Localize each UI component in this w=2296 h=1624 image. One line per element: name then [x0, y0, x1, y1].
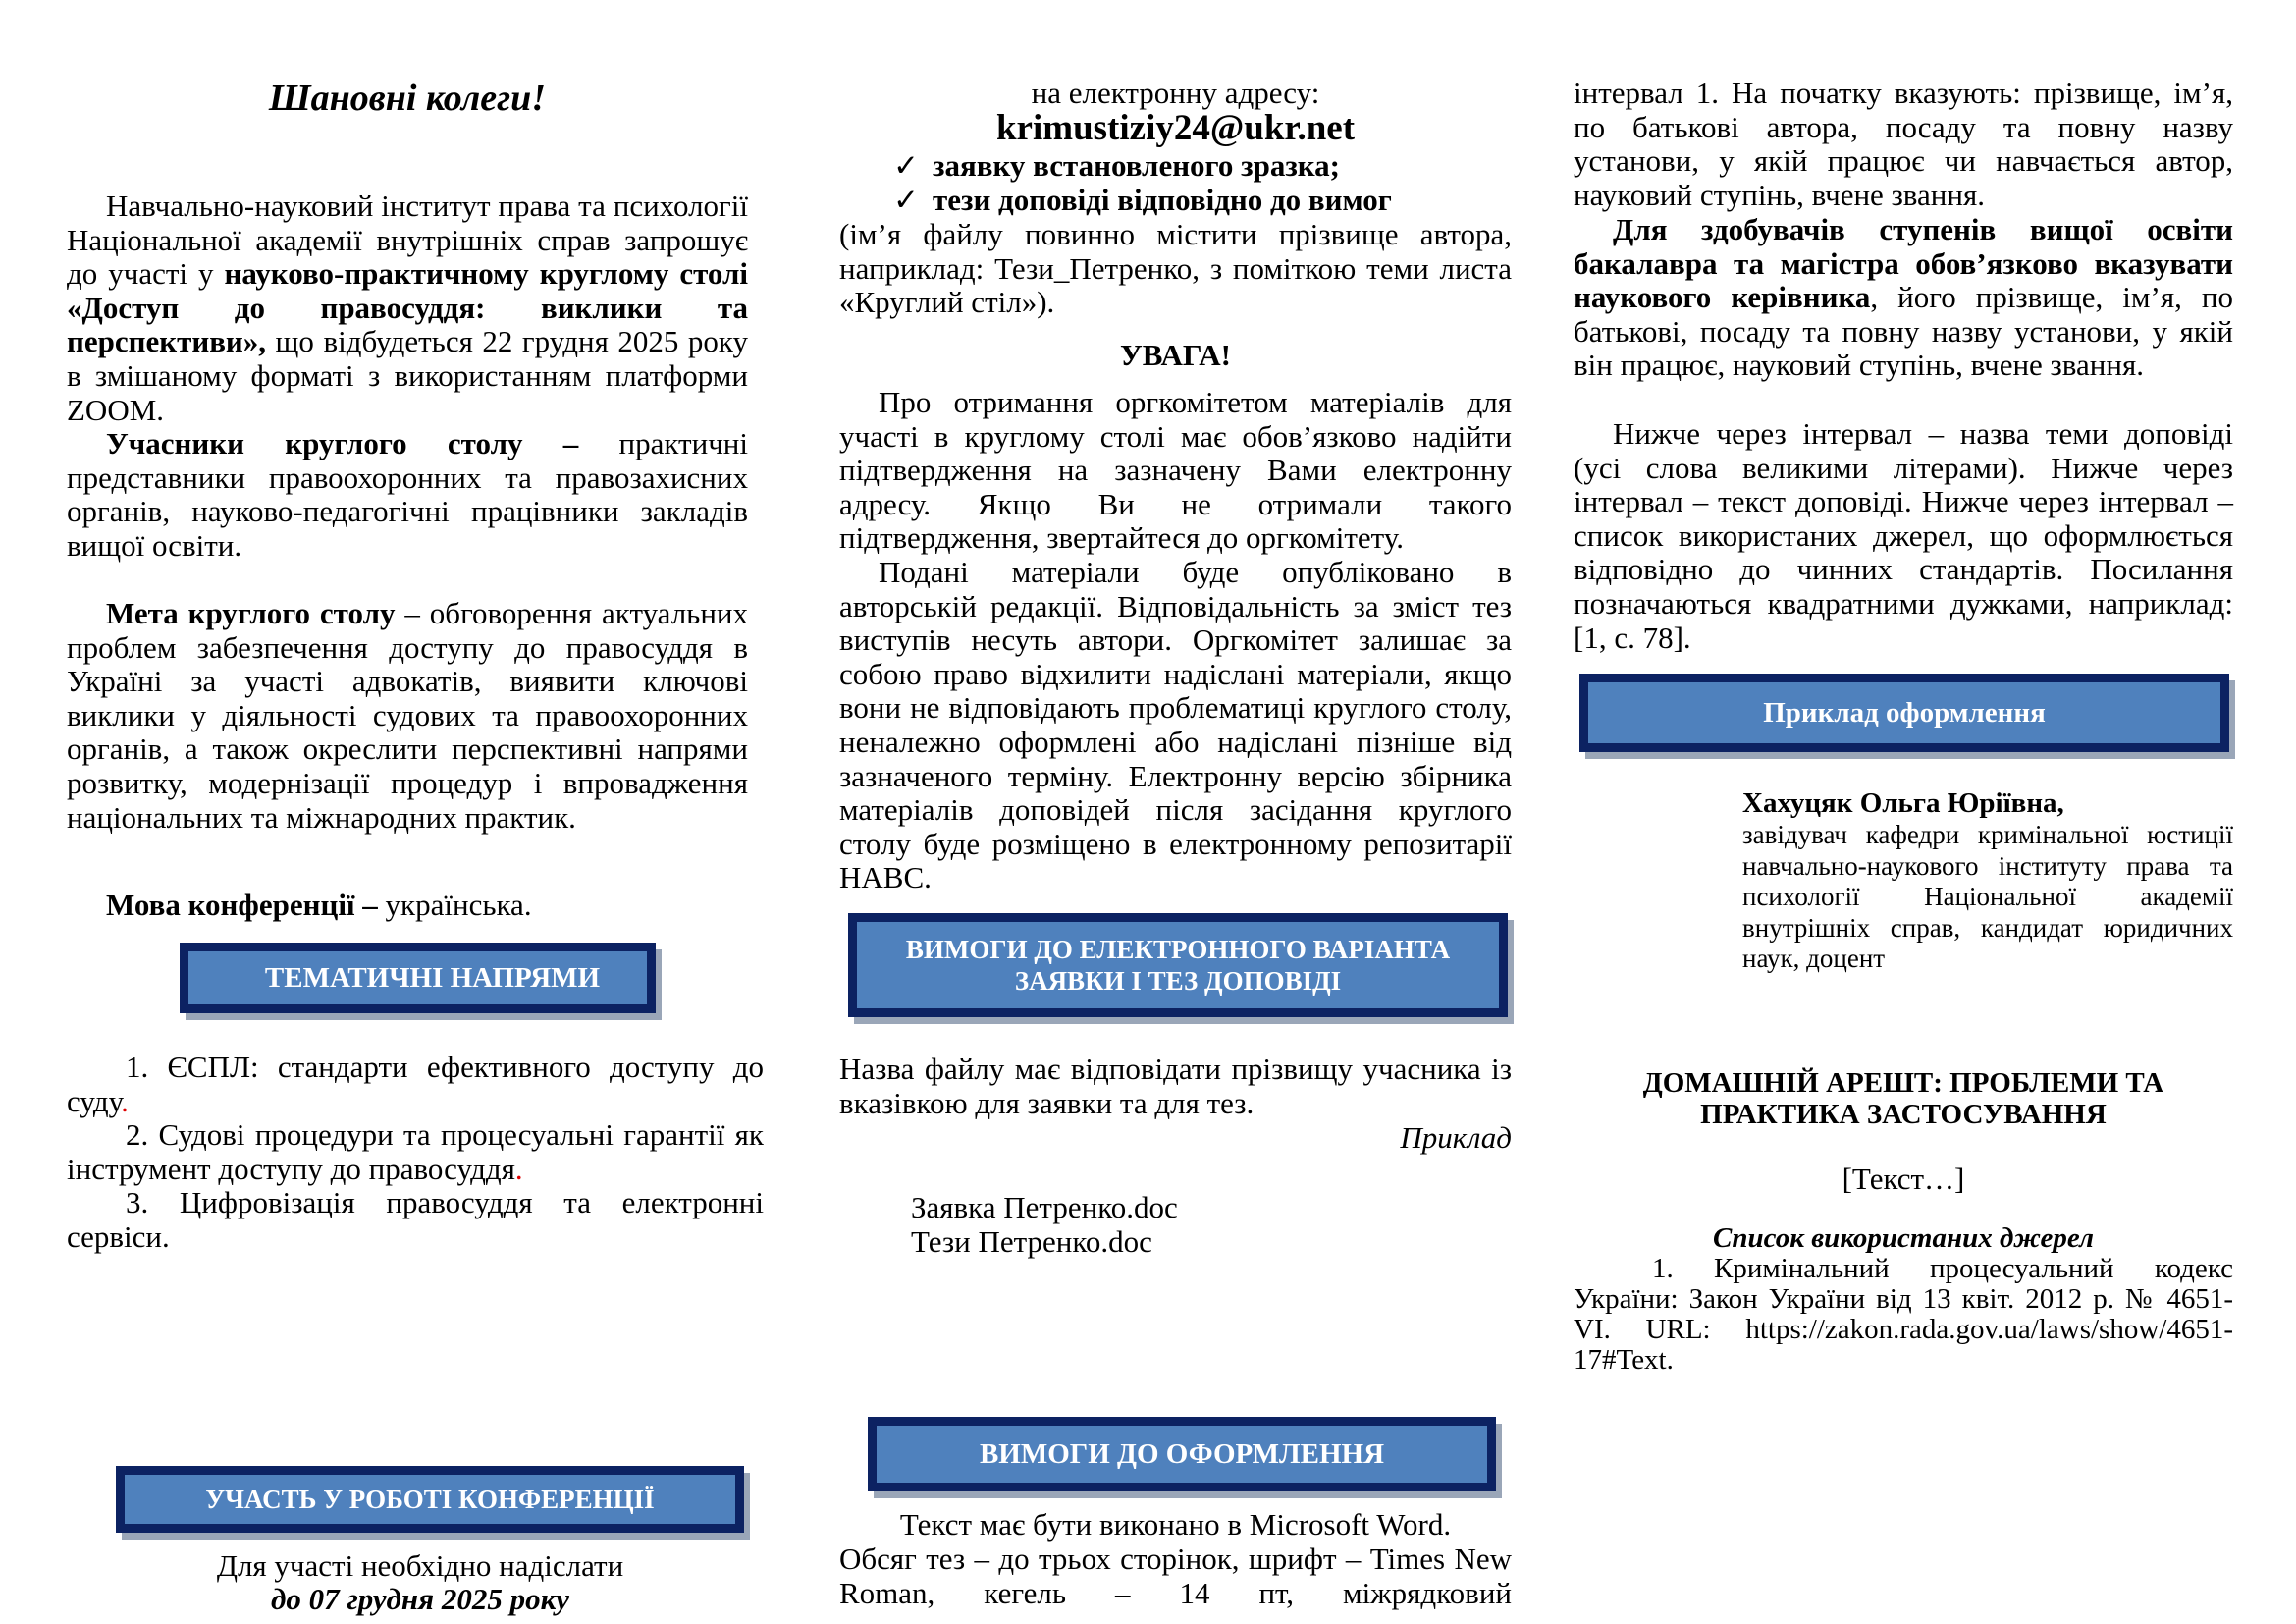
author-info: завідувач кафедри кримінальної юстиції навчально-наукового інституту права та психології Національної академії внутрішніх справ, кандидат юридичних наук, доцент — [1742, 820, 2233, 973]
example-banner-label: Приклад оформлення — [1763, 697, 2046, 729]
goal-text: – обговорення актуальних проблем забезпечення доступу до правосуддя в Україні за участі адвокатів, виявити ключові виклики у діяльності судових та правоохоронних органів, а також окреслити перспективні напрями розвитку, модернізації процедур і впровадження національних та міжнародних практик. — [67, 596, 748, 835]
topic-number: 2. — [126, 1117, 149, 1153]
example-file-theses: Тези Петренко.doc — [911, 1223, 1152, 1259]
participation-banner — [116, 1466, 744, 1533]
students-paragraph — [1574, 213, 2233, 383]
students-text: , його прізвище, ім’я, по батькові, посаду та повну назву установи, у якій він працює, науковий ступінь, вчене звання. — [1574, 280, 2233, 383]
email-intro: на електронну адресу: — [1031, 76, 1320, 110]
structure-paragraph: Нижче через інтервал – назва теми доповіді (усі слова великими літерами). Нижче через інтервал – текст доповіді. Нижче через інтервал – список використаних джерел, що оформлюється відповідно до чинних стандартів. Посилання позначаються квадратними дужками, наприклад: [1, с. 78]. — [1574, 416, 2233, 655]
topic-text: ЄСПЛ: стандарти ефективного доступу до суду — [67, 1050, 765, 1118]
topics-list — [67, 1051, 764, 1255]
participation-deadline: до 07 грудня 2025 року — [270, 1582, 570, 1616]
participants-label: Учасники круглого столу – — [106, 426, 579, 460]
topic-text: Цифровізація правосуддя та електронні сервіси. — [67, 1185, 764, 1254]
topic-number: 3. — [126, 1185, 149, 1220]
checklist-text: заявку встановленого зразка; — [933, 148, 1340, 183]
topics-banner-label: ТЕМАТИЧНІ НАПРЯМИ — [264, 962, 601, 994]
attention-paragraph-1: Про отримання оргкомітетом матеріалів для участі в круглому столі має обов’язково надійти підтвердження на зазначену Вами електронну адресу. Якщо Ви не отримали такого підтвердження, звертайтеся до оргкомітету. — [839, 385, 1512, 556]
text-placeholder: [Текст…] — [1842, 1162, 1965, 1196]
topic-item — [67, 1118, 764, 1186]
format-requirements-label: ВИМОГИ ДО ОФОРМЛЕННЯ — [979, 1438, 1385, 1470]
file-name-rule: Назва файлу має відповідати прізвищу учасника із вказівкою для заявки та для тез. — [839, 1052, 1512, 1120]
participants-paragraph — [67, 427, 748, 563]
format-continuation: інтервал 1. На початку вказують: прізвище, ім’я, по батькові автора, посаду та повну назву установи, у якій працює чи навчається автор, науковий ступінь, вчене звання. — [1574, 76, 2233, 212]
paper-title-line-1: ДОМАШНІЙ АРЕШТ: ПРОБЛЕМИ ТА — [1642, 1067, 2164, 1099]
format-line-1: Текст має бути виконано в Microsoft Word. — [899, 1507, 1452, 1542]
author-name: Хахуцяк Ольга Юріївна, — [1742, 787, 2064, 819]
topic-end: . — [121, 1083, 129, 1118]
format-requirements-banner — [868, 1417, 1496, 1491]
checklist-item — [893, 184, 1522, 218]
intro-paragraph — [67, 189, 748, 427]
students-bold: Для здобувачів ступенів вищої освіти бакалавра та магістра обов’язково вказувати наукового керівника — [1574, 212, 2233, 315]
topic-number: 1. — [126, 1050, 149, 1084]
attention-title: УВАГА! — [1120, 338, 1231, 372]
sources-title: Список використаних джерел — [1713, 1222, 2094, 1254]
check-icon: ✓ — [893, 182, 919, 217]
participation-text: Для участі необхідно надіслати — [216, 1548, 624, 1583]
checklist-item — [893, 149, 1522, 184]
electronic-requirements-banner — [848, 913, 1508, 1017]
language-label: Мова конференції – — [106, 888, 378, 922]
paper-title-line-2: ПРАКТИКА ЗАСТОСУВАННЯ — [1700, 1099, 2107, 1130]
submission-checklist — [893, 149, 1522, 217]
format-text: Обсяг тез – до трьох сторінок, шрифт – Times New Roman, кегель – 14 пт, міжрядковий — [839, 1542, 1512, 1610]
topic-text: Судові процедури та процесуальні гарантії як інструмент доступу до правосуддя — [67, 1117, 764, 1186]
email-address[interactable]: krimustiziy24@ukr.net — [995, 108, 1356, 148]
intro-event-title: науково-практичному круглому столі «Доступ до правосуддя: виклики та перспективи», — [67, 256, 748, 359]
topic-end: . — [514, 1151, 523, 1186]
check-icon: ✓ — [893, 148, 919, 183]
electronic-requirements-line-1: ВИМОГИ ДО ЕЛЕКТРОННОГО ВАРІАНТА — [905, 935, 1451, 964]
example-label: Приклад — [1400, 1120, 1512, 1155]
greeting-heading: Шановні колеги! — [268, 78, 547, 119]
intro-text-1: Навчально-науковий інститут права та психології Національної академії внутрішніх справ запрошує до участі у — [67, 189, 748, 292]
language-paragraph — [67, 889, 748, 923]
goal-label: Мета круглого столу — [106, 596, 396, 630]
intro-text-2: що відбудеться 22 грудня 2025 року в змішаному форматі з використанням платформи ZOOM. — [67, 324, 748, 427]
participation-banner-label: УЧАСТЬ У РОБОТІ КОНФЕРЕНЦІЇ — [205, 1485, 655, 1514]
example-files — [911, 1191, 1402, 1259]
paper-title — [1574, 1067, 2233, 1130]
filename-note: (ім’я файлу повинно містити прізвище автора, наприклад: Тези_Петренко, з поміткою теми листа «Круглий стіл»). — [839, 217, 1512, 320]
source-item: 1. Кримінальний процесуальний кодекс України: Закон України від 13 квіт. 2012 р. № 4651-VI. URL: https://zakon.rada.gov.ua/laws/show/4651-17#Text. — [1574, 1253, 2233, 1376]
checklist-text: тези доповіді відповідно до вимог — [933, 182, 1392, 217]
example-banner — [1579, 674, 2229, 752]
topic-item — [67, 1186, 764, 1254]
electronic-requirements-line-2: ЗАЯВКИ І ТЕЗ ДОПОВІДІ — [1014, 966, 1342, 996]
topics-banner — [180, 943, 656, 1013]
participants-text: практичні представники правоохоронних та правозахисних органів, науково-педагогічні працівники закладів вищої освіти. — [67, 426, 748, 563]
example-file-application: Заявка Петренко.doc — [911, 1190, 1178, 1224]
attention-paragraph-2: Подані матеріали буде опубліковано в авторській редакції. Відповідальність за зміст тез виступів несуть автори. Оргкомітет залишає за собою право відхилити надіслані матеріали, якщо вони не відповідають проблематиці круглого столу, неналежно оформлені або надіслані пізніше від зазначеного терміну. Електронну версію збірника матеріалів доповідей після засідання круглого столу буде розміщено в електронному репозитарії НАВС. — [839, 555, 1512, 895]
goal-paragraph — [67, 597, 748, 835]
topic-item — [67, 1051, 764, 1118]
language-text: українська. — [377, 888, 532, 922]
